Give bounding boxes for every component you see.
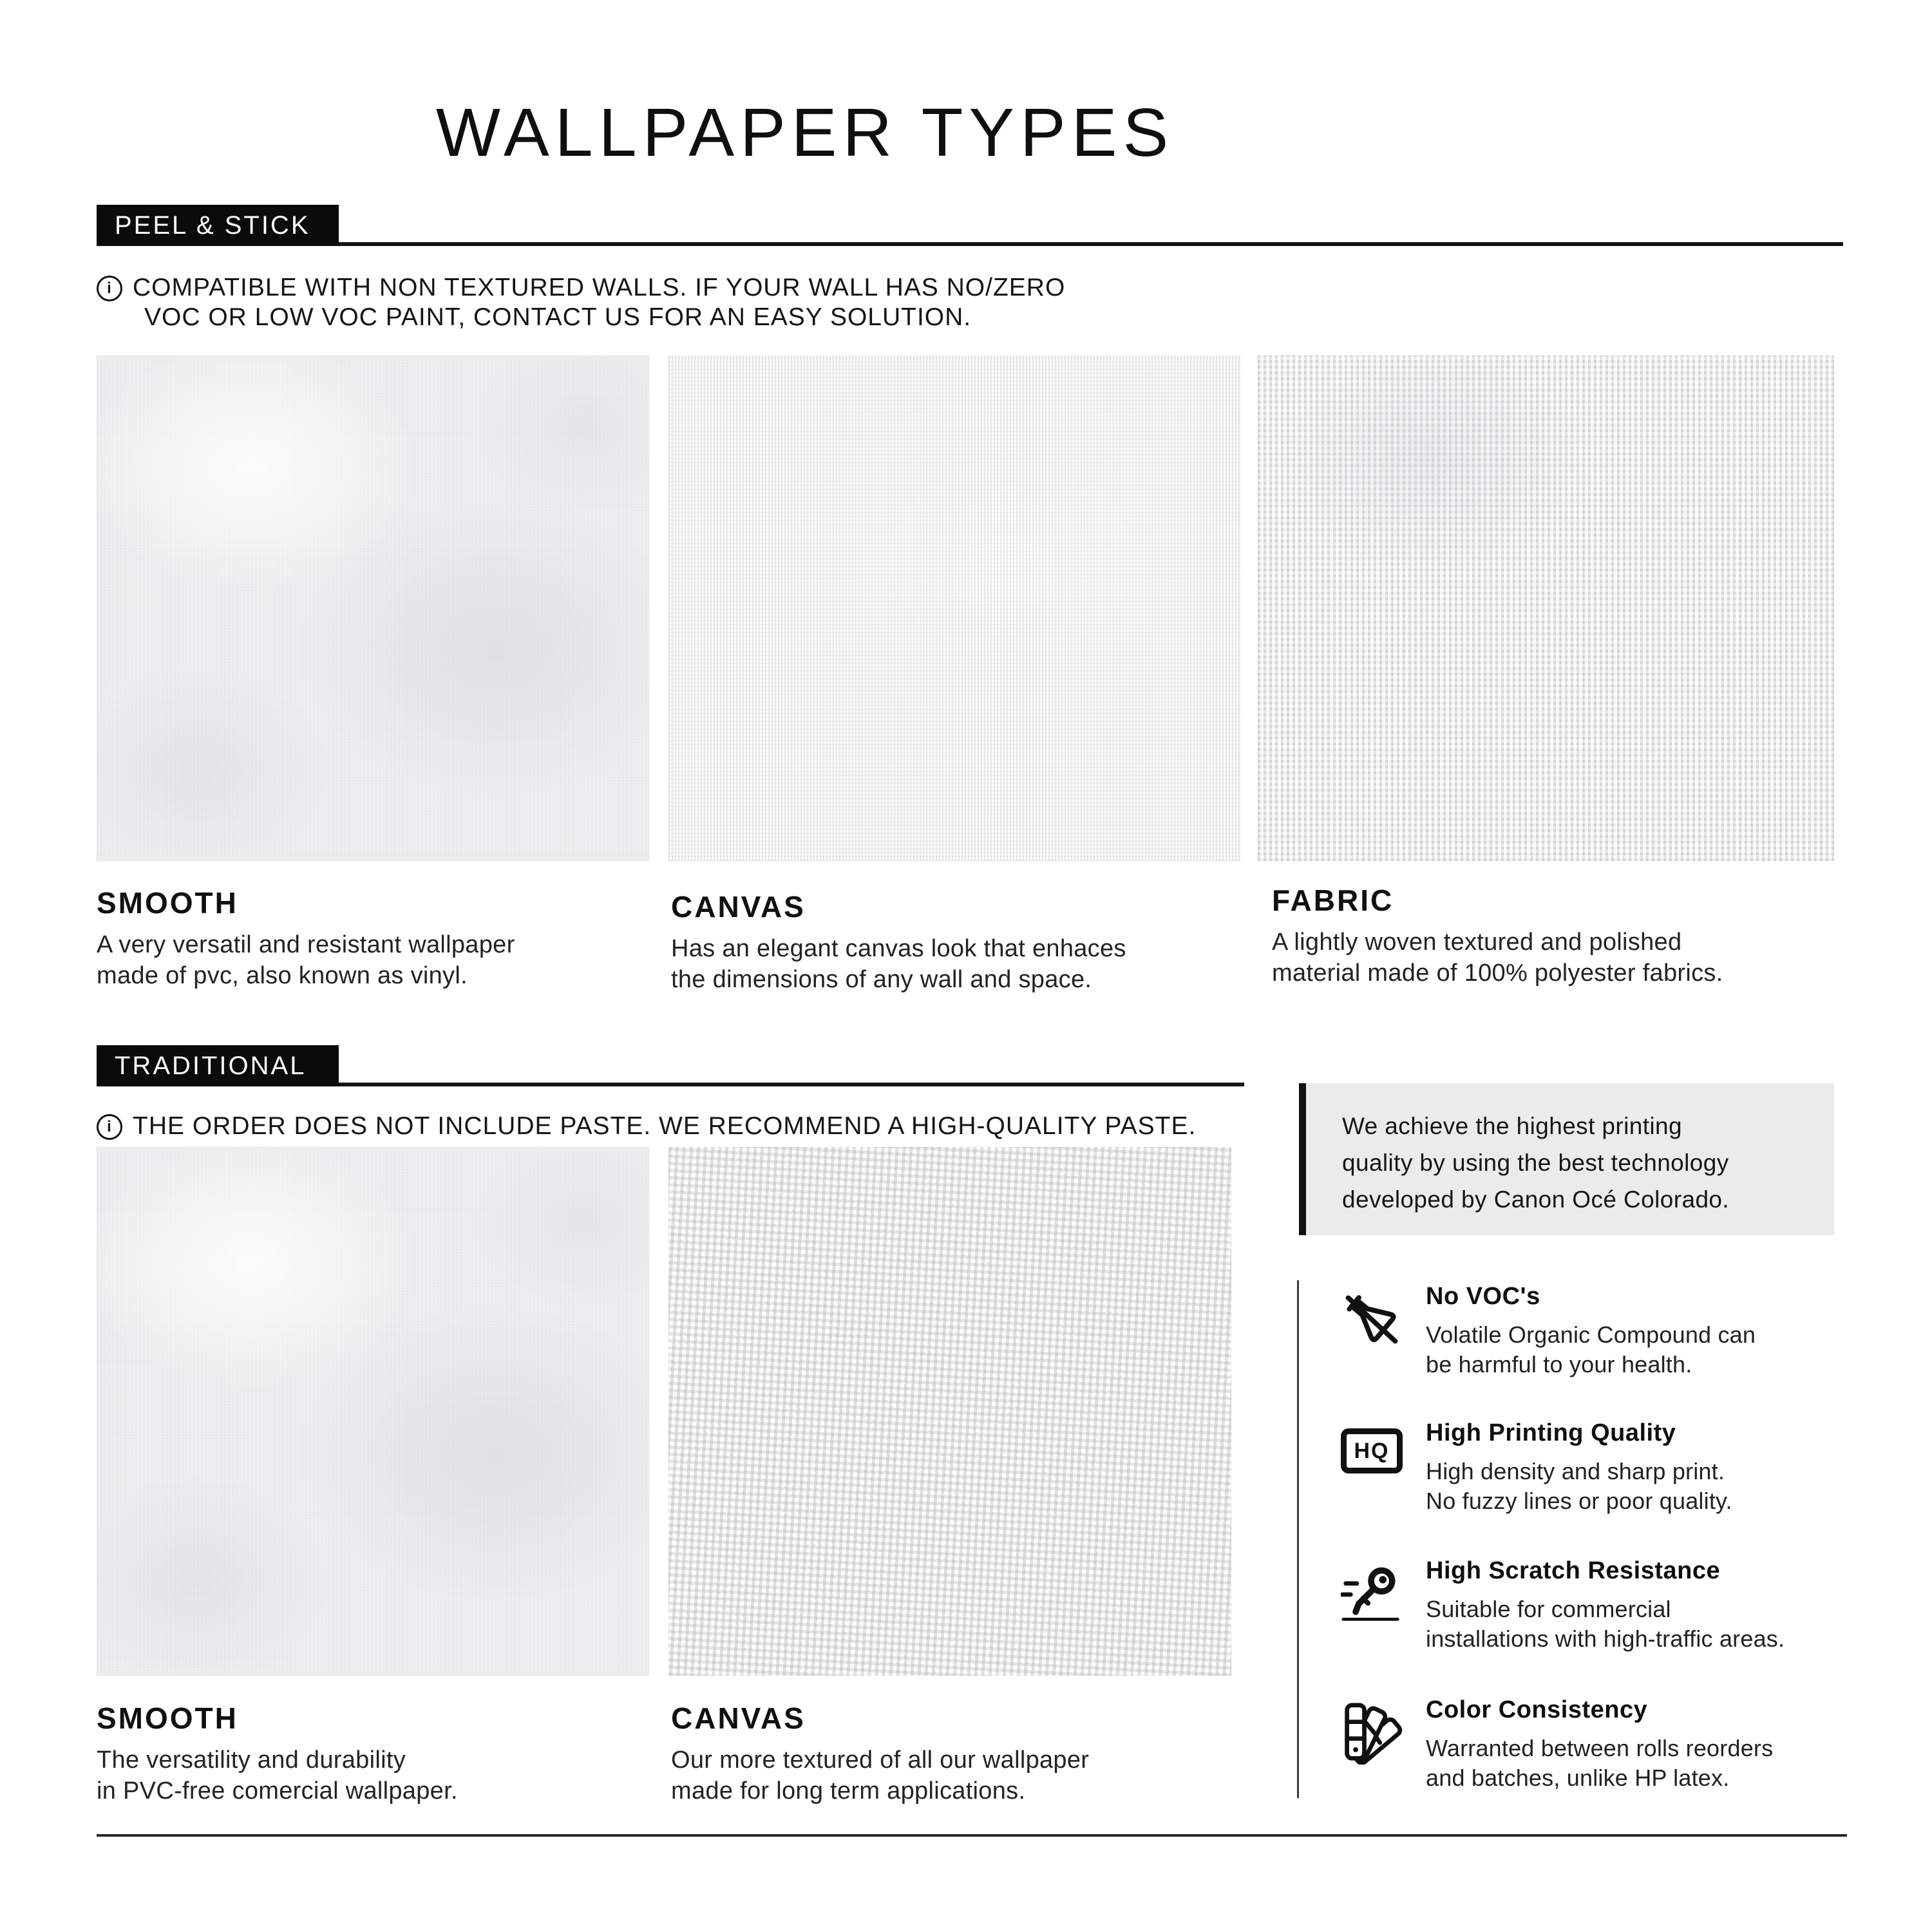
swatch-title: SMOOTH [97, 1701, 238, 1735]
feature-text [1426, 1419, 1732, 1516]
feature-line: High density and sharp print. [1426, 1458, 1725, 1484]
traditional-note [97, 1112, 1196, 1141]
printing-quality-note-box [1299, 1083, 1834, 1235]
feature-line: and batches, unlike HP latex. [1426, 1765, 1730, 1791]
smooth-traditional-swatch-image [97, 1147, 649, 1676]
peel-stick-rule [97, 242, 1843, 246]
quote-line: developed by Canon Océ Colorado. [1342, 1186, 1730, 1213]
feature-color-consistency [1341, 1696, 1856, 1793]
no-voc-flask-icon [1341, 1287, 1403, 1351]
swatch-title: CANVAS [671, 890, 806, 923]
swatch-desc-line: made of pvc, also known as vinyl. [97, 962, 468, 989]
swatch-caption-fabric [1272, 882, 1723, 989]
feature-title: Color Consistency [1426, 1696, 1648, 1723]
swatch-desc-line: material made of 100% polyester fabrics. [1272, 960, 1723, 987]
traditional-note-text: THE ORDER DOES NOT INCLUDE PASTE. WE RECOMMEND A HIGH-QUALITY PASTE. [133, 1112, 1197, 1140]
feature-line: installations with high-traffic areas. [1426, 1625, 1785, 1652]
bottom-divider-line [97, 1834, 1847, 1837]
swatch-desc-line: A lightly woven textured and polished [1272, 929, 1682, 956]
note-line: COMPATIBLE WITH NON TEXTURED WALLS. IF YOUR WALL HAS NO/ZERO [133, 274, 1066, 301]
swatch-desc-line: in PVC-free comercial wallpaper. [97, 1777, 458, 1804]
swatch-caption-smooth-traditional [97, 1700, 458, 1806]
swatch-title: CANVAS [671, 1701, 806, 1735]
peel-stick-note [97, 273, 1065, 332]
hq-badge-icon [1341, 1423, 1403, 1473]
smooth-swatch-image [97, 355, 649, 861]
section-label-peel-stick: PEEL & STICK [97, 205, 339, 246]
feature-text [1426, 1696, 1773, 1793]
feature-text [1426, 1557, 1785, 1654]
fabric-swatch-image [1258, 355, 1834, 861]
feature-line: Volatile Organic Compound can [1426, 1321, 1756, 1348]
quote-line: quality by using the best technology [1342, 1150, 1729, 1176]
note-line: VOC OR LOW VOC PAINT, CONTACT US FOR AN EASY SOLUTION. [144, 303, 972, 331]
feature-line: Suitable for commercial [1426, 1596, 1671, 1622]
feature-line: Warranted between rolls reorders [1426, 1735, 1774, 1761]
features-divider-line [1297, 1280, 1299, 1798]
feature-no-voc [1341, 1283, 1856, 1379]
swatch-caption-canvas-traditional [671, 1700, 1089, 1806]
info-icon: i [97, 1114, 122, 1140]
quote-line: We achieve the highest printing [1342, 1113, 1682, 1139]
swatch-caption-smooth [97, 885, 515, 991]
canvas-traditional-swatch-image [668, 1147, 1231, 1676]
swatch-desc-line: Our more textured of all our wallpaper [671, 1747, 1090, 1774]
feature-line: be harmful to your health. [1426, 1351, 1692, 1378]
page-title: WALLPAPER TYPES [435, 95, 1175, 171]
swatch-desc-line: made for long term applications. [671, 1777, 1026, 1804]
feature-line: No fuzzy lines or poor quality. [1426, 1488, 1732, 1514]
feature-title: High Scratch Resistance [1426, 1557, 1721, 1584]
swatch-desc-line: the dimensions of any wall and space. [671, 966, 1092, 993]
info-icon: i [97, 276, 122, 301]
swatch-title: SMOOTH [97, 886, 238, 920]
feature-title: No VOC's [1426, 1283, 1540, 1310]
swatch-desc-line: Has an elegant canvas look that enhaces [671, 935, 1126, 962]
feature-text [1426, 1283, 1756, 1379]
key-icon [1341, 1561, 1403, 1628]
swatch-desc-line: A very versatil and resistant wallpaper [97, 931, 515, 958]
feature-high-printing-quality [1341, 1419, 1856, 1516]
section-label-traditional: TRADITIONAL [97, 1045, 339, 1086]
swatch-caption-canvas [671, 889, 1126, 995]
swatch-title: FABRIC [1272, 884, 1394, 917]
feature-high-scratch-resistance [1341, 1557, 1856, 1654]
hq-badge-label: HQ [1341, 1428, 1403, 1473]
peel-stick-note-text [133, 273, 1065, 332]
canvas-swatch-image [668, 355, 1240, 861]
swatch-desc-line: The versatility and durability [97, 1747, 406, 1774]
color-swatches-icon [1341, 1700, 1403, 1765]
feature-title: High Printing Quality [1426, 1419, 1676, 1446]
